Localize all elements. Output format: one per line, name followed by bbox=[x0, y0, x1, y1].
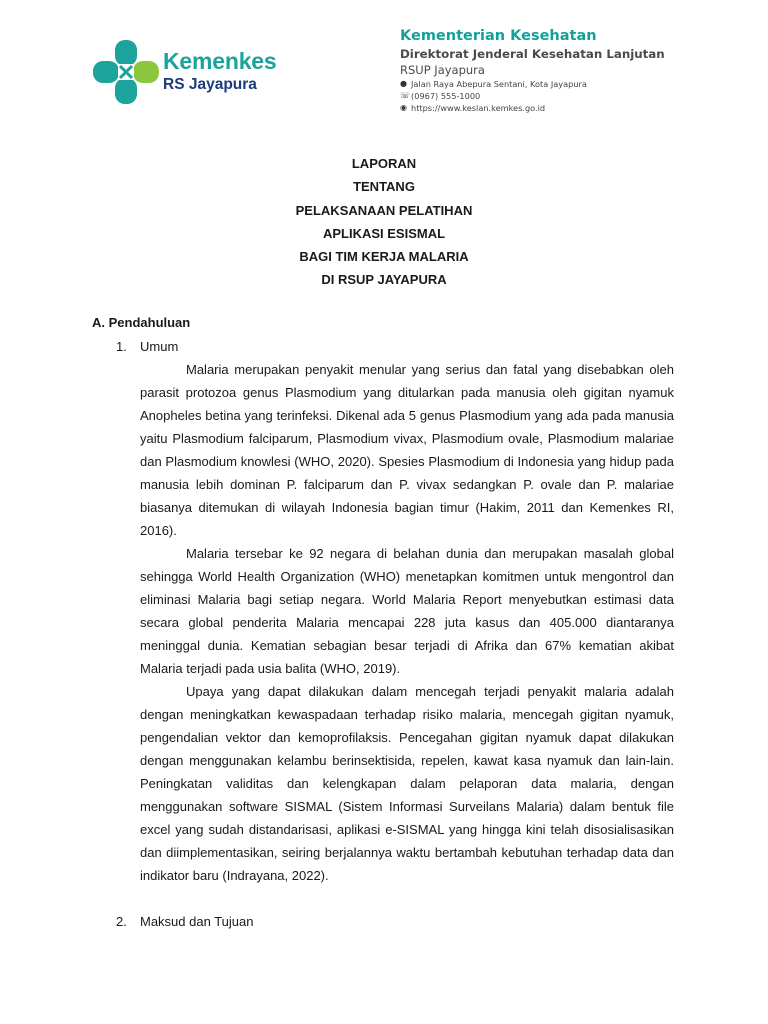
title-line: DI RSUP JAYAPURA bbox=[321, 272, 447, 288]
title-line: APLIKASI ESISMAL bbox=[322, 225, 446, 241]
globe-icon: ◉ bbox=[400, 103, 407, 112]
address-row bbox=[400, 78, 665, 90]
paragraph: Malaria tersebar ke 92 negara di belahan dunia dan merupakan masalah global sehingga World Health Organization (WHO) menetapkan komitmen untuk mengontrol dan eliminasi Malaria bagi setiap negara. World Malaria Report menyebutkan estimasi data secara global penderita Malaria mencapai 228 juta kasus dan 405.000 diantaranya meninggal dunia. Kematian sebagian besar terjadi di Afrika dan 67% kematian akibat Malaria terjadi pada usia balita (WHO, 2019). bbox=[140, 546, 674, 676]
list-label: Umum bbox=[140, 339, 179, 354]
title-line: LAPORAN bbox=[351, 156, 417, 171]
website-row bbox=[400, 102, 665, 114]
list-number: 2. bbox=[116, 914, 127, 929]
list-item-maksud bbox=[116, 913, 253, 931]
body-text bbox=[140, 358, 674, 887]
location-pin-icon: ● bbox=[400, 79, 407, 88]
brand-subtitle: RS Jayapura bbox=[163, 76, 257, 93]
website-link[interactable]: https://www.keslan.kemkes.go.id bbox=[411, 103, 546, 113]
institution-block bbox=[400, 27, 665, 114]
list-label: Maksud dan Tujuan bbox=[140, 914, 254, 929]
brand-block bbox=[163, 49, 276, 95]
list-number: 1. bbox=[116, 339, 127, 354]
address-text: Jalan Raya Abepura Sentani, Kota Jayapura bbox=[411, 79, 587, 89]
title-line: BAGI TIM KERJA MALARIA bbox=[299, 249, 469, 265]
title-line: TENTANG bbox=[353, 179, 415, 195]
letterhead bbox=[0, 0, 768, 130]
kemenkes-logo-icon bbox=[92, 38, 162, 106]
brand-name: Kemenkes bbox=[163, 48, 277, 74]
section-heading: A. Pendahuluan bbox=[92, 315, 191, 330]
ministry-name: Kementerian Kesehatan bbox=[400, 28, 597, 44]
hospital-name: RSUP Jayapura bbox=[400, 63, 485, 77]
paragraph: Upaya yang dapat dilakukan dalam mencegah terjadi penyakit malaria adalah dengan meningkatkan kewaspadaan terhadap risiko malaria, mencegah gigitan nyamuk, pengendalian vektor dan kemoprofilaksis. Pencegahan gigitan nyamuk dapat dilakukan dengan menggunakan kelambu berinsektisida, repelen, kawat kasa nyamuk dan lain-lain. Peningkatan validitas dan kelengkapan dalam pelaporan data malaria, dengan menggunakan software SISMAL (Sistem Informasi Surveilans Malaria) dalam bentuk file excel yang sudah distandarisasi, aplikasi e-SISMAL yang hingga kini telah disosialisasikan dan diimplementasikan, seiring berjalannya waktu bertambah kebutuhan terhadap data dan indikator baru (Indrayana, 2022). bbox=[140, 684, 674, 883]
phone-text: (0967) 555-1000 bbox=[411, 91, 481, 101]
phone-row bbox=[400, 90, 665, 102]
directorate-name: Direktorat Jenderal Kesehatan Lanjutan bbox=[400, 47, 665, 61]
report-title bbox=[0, 152, 768, 292]
paragraph: Malaria merupakan penyakit menular yang serius dan fatal yang disebabkan oleh parasit protozoa genus Plasmodium yang ditularkan pada manusia oleh gigitan nyamuk Anopheles betina yang terinfeksi. Dikenal ada 5 genus Plasmodium yang ada pada manusia yaitu Plasmodium falciparum, Plasmodium vivax, Plasmodium ovale, Plasmodium malariae dan Plasmodium knowlesi (WHO, 2020). Spesies Plasmodium di Indonesia yang hidup pada manusia lebih dominan P. falciparum dan P. vivax sedangkan P. ovale dan P. malariae biasanya ditemukan di wilayah Indonesia bagian timur (Hakim, 2011 dan Kemenkes RI, 2016). bbox=[140, 362, 674, 538]
list-item-umum bbox=[116, 338, 178, 356]
title-line: PELAKSANAAN PELATIHAN bbox=[295, 202, 473, 218]
phone-icon: ☏ bbox=[400, 91, 411, 100]
